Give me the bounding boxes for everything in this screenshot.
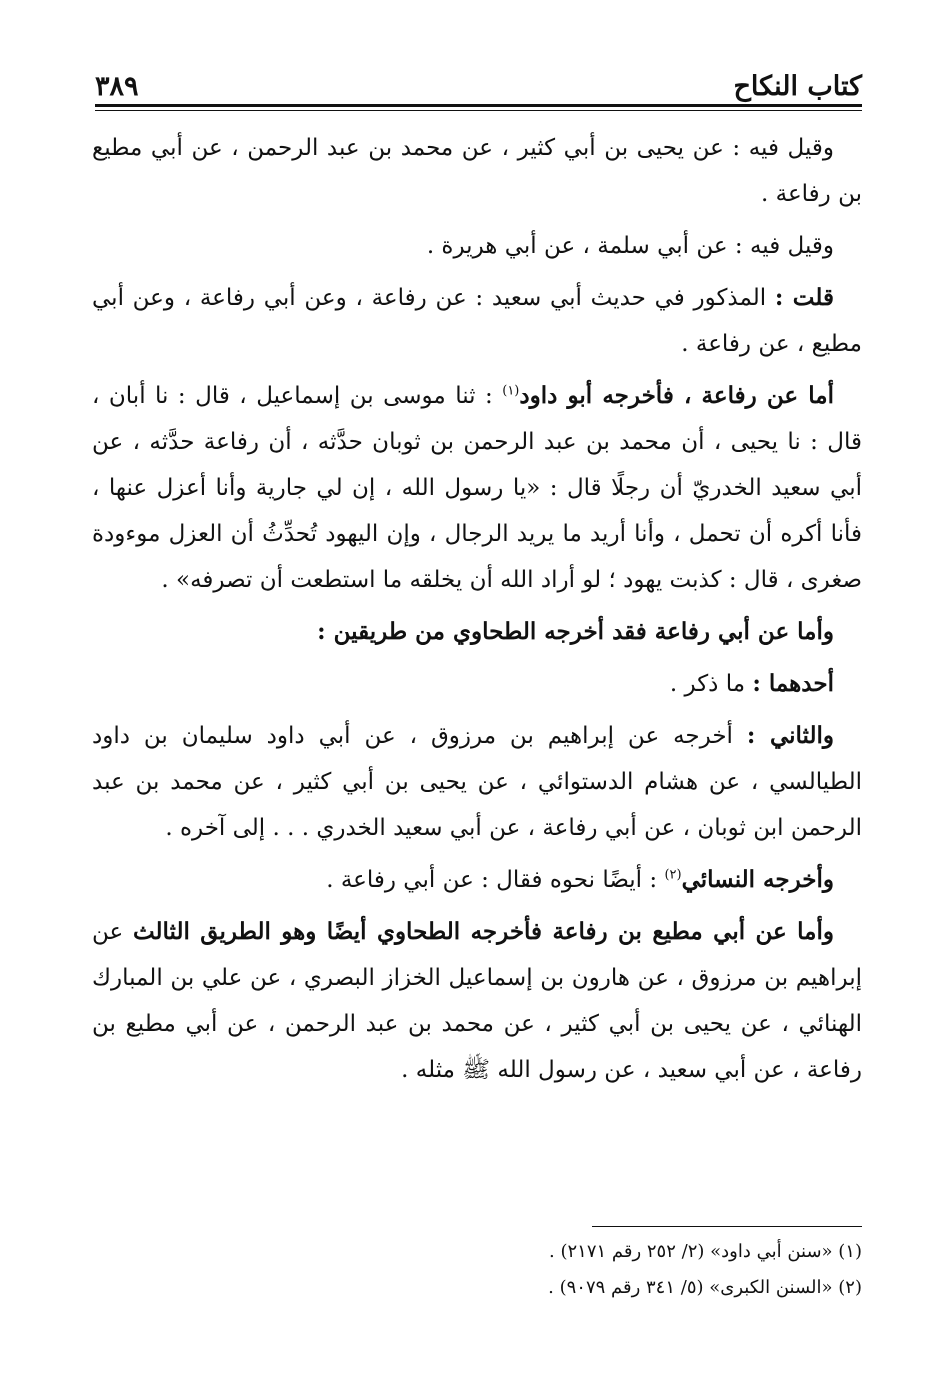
header-rule-thin <box>95 110 862 111</box>
header-rule-thick <box>95 104 862 107</box>
paragraph-9 <box>92 909 862 1093</box>
main-text <box>92 125 862 1099</box>
paragraph-6-text: ما ذكر . <box>669 671 753 697</box>
footnote-ref-1[interactable]: (١) <box>502 383 520 399</box>
paragraph-8 <box>92 857 862 903</box>
paragraph-3-lead: قلت : <box>774 284 834 311</box>
paragraph-9-text: عن إبراهيم بن مرزوق ، عن هارون بن إسماعيل الخزاز البصري ، عن علي بن المبارك الهنائي ، عن يحيى بن أبي كثير ، عن محمد بن عبد الرحمن ، عن أبي مطيع بن رفاعة ، عن أبي سعيد ، عن رسول الله ﷺ مثله . <box>92 919 862 1083</box>
footnote-separator <box>592 1226 862 1227</box>
paragraph-1: وقيل فيه : عن يحيى بن أبي كثير ، عن محمد بن عبد الرحمن ، عن أبي مطيع بن رفاعة . <box>92 135 862 207</box>
paragraph-3-text: المذكور في حديث أبي سعيد : عن رفاعة ، وعن أبي رفاعة ، وعن أبي مطيع ، عن رفاعة . <box>92 285 862 357</box>
page-header <box>95 52 862 102</box>
paragraph-2: وقيل فيه : عن أبي سلمة ، عن أبي هريرة . <box>426 233 834 259</box>
paragraph-4-text: : ثنا موسى بن إسماعيل ، قال : نا أبان ، قال : نا يحيى ، أن محمد بن عبد الرحمن بن ثوبان حدَّثه ، أن رفاعة حدَّثه ، عن أبي سعيد الخدريّ أن رجلًا قال : «يا رسول الله ، إن لي جارية وأنا أعزل عنها ، فأنا أكره أن تحمل ، وأنا أريد ما يريد الرجال ، وإن اليهود تُحدِّثُ أن العزل موءودة صغرى ، قال : كذبت يهود ؛ لو أراد الله أن يخلقه ما استطعت أن تصرفه» . <box>92 383 862 593</box>
paragraph-4 <box>92 373 862 603</box>
footnote-ref-2[interactable]: (٢) <box>664 867 682 883</box>
paragraph-9-lead: وأما عن أبي مطيع بن رفاعة فأخرجه الطحاوي أيضًا وهو الطريق الثالث <box>132 918 834 945</box>
footnotes <box>92 1234 862 1306</box>
paragraph-6 <box>92 661 862 707</box>
footnote-1: (١) «سنن أبي داود» (٢/ ٢٥٢ رقم ٢١٧١) . <box>549 1241 862 1262</box>
paragraph-7-text: أخرجه عن إبراهيم بن مرزوق ، عن أبي داود سليمان بن داود الطيالسي ، عن هشام الدستوائي ، عن يحيى بن أبي كثير ، عن محمد بن عبد الرحمن ابن ثوبان ، عن أبي رفاعة ، عن أبي سعيد الخدري . . . إلى آخره . <box>92 723 862 841</box>
paragraph-3 <box>92 275 862 367</box>
paragraph-7-lead: والثاني : <box>746 722 834 749</box>
paragraph-8-lead: وأخرجه النسائي <box>681 866 834 893</box>
paragraph-4-lead: أما عن رفاعة ، فأخرجه أبو داود <box>519 382 834 409</box>
paragraph-5 <box>92 609 862 655</box>
footnote-2: (٢) «السنن الكبرى» (٥/ ٣٤١ رقم ٩٠٧٩) . <box>548 1277 862 1298</box>
paragraph-7 <box>92 713 862 851</box>
paragraph-8-text: : أيضًا نحوه فقال : عن أبي رفاعة . <box>326 867 665 893</box>
paragraph-6-lead: أحدهما : <box>752 670 834 697</box>
chapter-title: كتاب النكاح <box>733 71 862 102</box>
paragraph-5-lead: وأما عن أبي رفاعة فقد أخرجه الطحاوي من طريقين : <box>317 618 834 645</box>
page-number: ٣٨٩ <box>95 71 139 102</box>
